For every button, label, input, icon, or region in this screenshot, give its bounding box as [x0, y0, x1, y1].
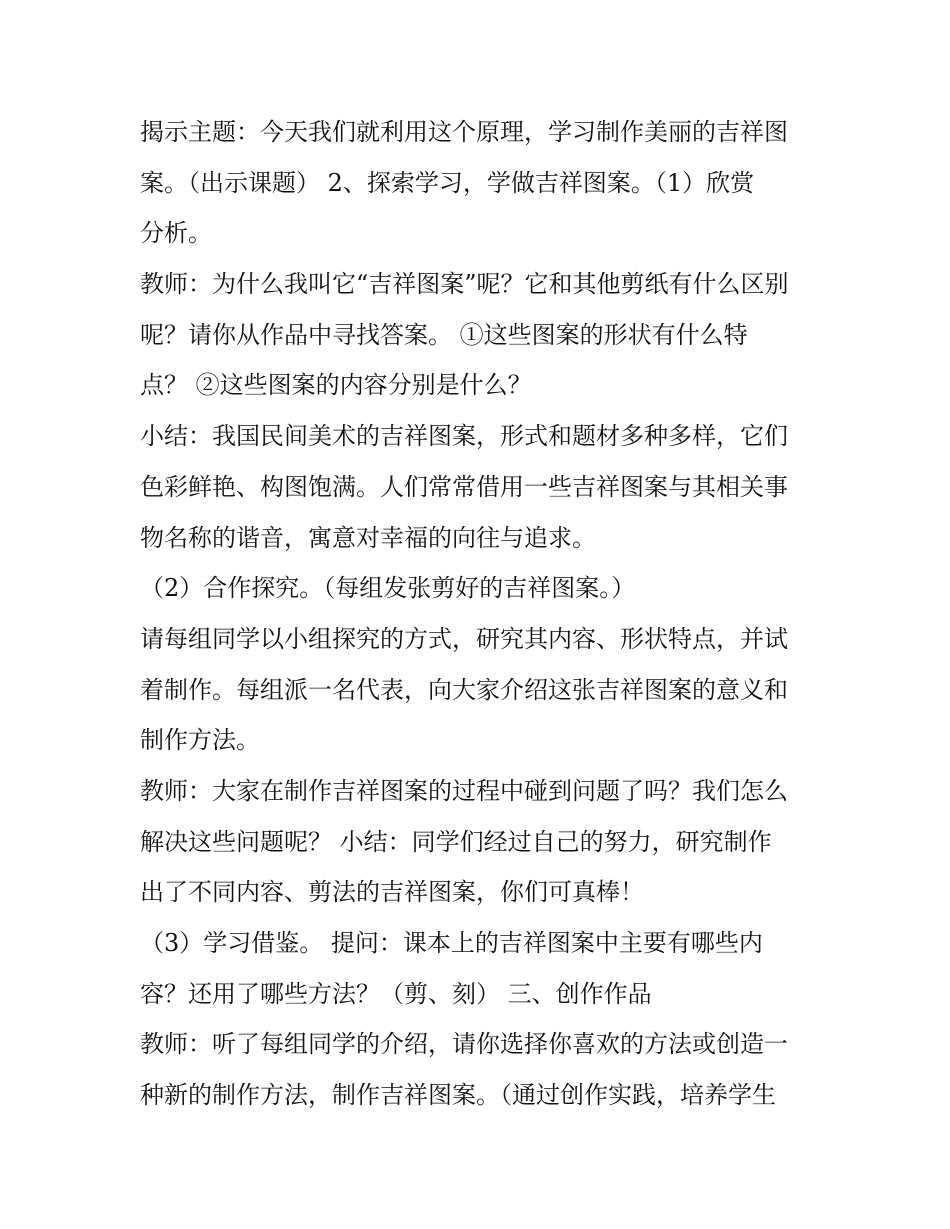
- text-line: 小结：我国民间美术的吉祥图案，形式和题材多种多样，它们: [140, 422, 788, 451]
- text-line: 解决这些问题呢？ 小结：同学们经过自己的努力，研究制作: [140, 827, 772, 856]
- text-line: 容？还用了哪些方法？（剪、刻） 三、创作作品: [140, 979, 652, 1008]
- text-line: 请每组同学以小组探究的方式，研究其内容、形状特点，并试: [140, 624, 788, 653]
- text-line: 教师：听了每组同学的介绍，请你选择你喜欢的方法或创造一: [140, 1030, 788, 1059]
- text-line: 点？ ②这些图案的内容分别是什么？: [140, 371, 532, 400]
- text-line: 教师：大家在制作吉祥图案的过程中碰到问题了吗？我们怎么: [140, 776, 788, 805]
- text-line: 出了不同内容、剪法的吉祥图案，你们可真棒！: [140, 878, 644, 907]
- text-line: （2）合作探究。（每组发张剪好的吉祥图案。）: [140, 574, 636, 603]
- text-line: （3）学习借鉴。 提问：课本上的吉祥图案中主要有哪些内: [140, 929, 763, 957]
- text-line: 种新的制作方法，制作吉祥图案。（通过创作实践，培养学生: [140, 1081, 776, 1110]
- text-line: 制作方法。: [140, 726, 260, 755]
- text-line: 分析。: [140, 219, 212, 248]
- text-line: 色彩鲜艳、构图饱满。人们常常借用一些吉祥图案与其相关事: [140, 472, 788, 501]
- text-line: 案。（出示课题） 2、探索学习，学做吉祥图案。（1）欣赏: [140, 168, 755, 197]
- text-line: 着制作。每组派一名代表，向大家介绍这张吉祥图案的意义和: [140, 675, 788, 704]
- text-line: 教师：为什么我叫它“吉祥图案”呢？它和其他剪纸有什么区别: [140, 270, 789, 299]
- text-line: 物名称的谐音，寓意对幸福的向往与追求。: [140, 523, 596, 552]
- text-line: 呢？请你从作品中寻找答案。 ①这些图案的形状有什么特: [140, 320, 748, 349]
- document-page: [140, 107, 820, 1121]
- text-line: 揭示主题：今天我们就利用这个原理，学习制作美丽的吉祥图: [140, 118, 788, 146]
